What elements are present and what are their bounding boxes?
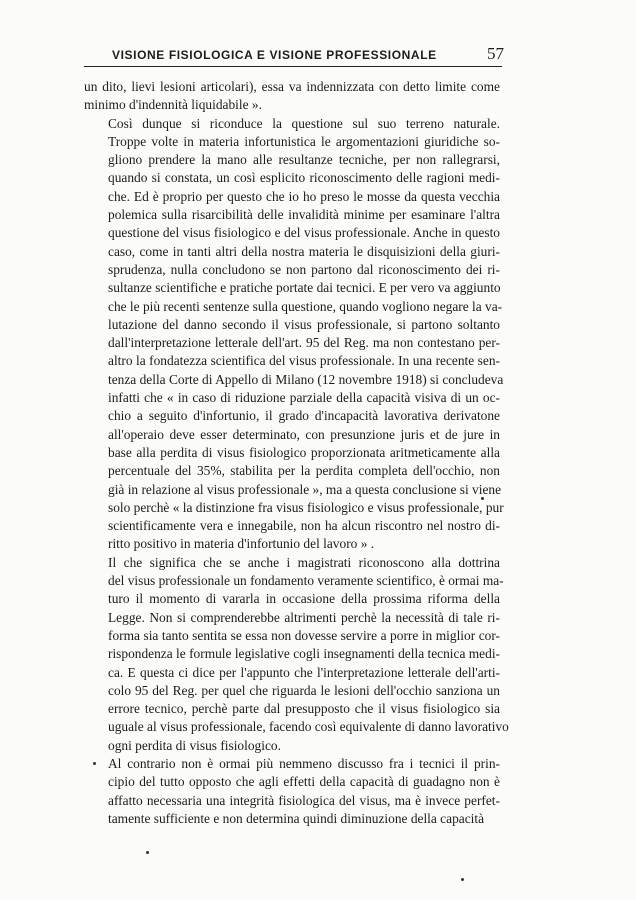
text-line: affatto necessaria una integrità fisiologica del visus, ma è invece perfet- xyxy=(108,792,500,808)
text-line: che. Ed è proprio per questo che io ho preso le mosse da questa vecchia xyxy=(108,188,500,204)
print-speck xyxy=(93,762,96,765)
text-line: già in relazione al visus professionale », ma a questa conclusione si viene xyxy=(108,481,502,497)
text-line: percentuale del 35%, stabilita per la perdita completa dell'occhio, non xyxy=(108,463,500,479)
text-line: sultanze scientifiche e pratiche portate dai tecnici. E per vero va aggiunto xyxy=(108,280,501,296)
text-line: del visus professionale un fondamento veramente scientifico, è ormai ma- xyxy=(108,573,504,589)
text-line: questione del visus fisiologico e del visus professionale. Anche in questo xyxy=(108,225,500,241)
running-title: VISIONE FISIOLOGICA E VISIONE PROFESSIONALE xyxy=(112,48,437,62)
text-line: Il che significa che se anche i magistrati riconoscono alla dottrina xyxy=(108,554,500,570)
text-line: chio a seguito d'infortunio, il grado d'incapacità lavorativa derivatone xyxy=(108,408,500,424)
text-line: turo il momento di vararla in occasione della prossima riforma della xyxy=(108,591,500,607)
page-number: 57 xyxy=(487,44,504,63)
text-line: errore tecnico, perchè parte dal presupposto che il visus fisiologico sia xyxy=(108,701,500,717)
paragraph xyxy=(84,78,500,115)
text-line: colo 95 del Reg. per quel che riguarda le lesioni dell'occhio sanziona un xyxy=(108,682,500,698)
text-line: dall'interpretazione letterale dell'art. 95 del Reg. ma non contestano per- xyxy=(108,335,500,351)
text-line: cipio del tutto opposto che agli effetti della capacità di guadagno non è xyxy=(108,774,500,790)
text-line: Troppe volte in materia infortunistica le argomentazioni giuridiche so- xyxy=(108,133,500,149)
header-rule xyxy=(84,66,502,67)
paragraph xyxy=(84,554,509,755)
text-line: Legge. Non si comprenderebbe altrimenti perchè la necessità di tale ri- xyxy=(108,609,500,625)
print-speck xyxy=(461,878,464,881)
text-line: sprudenza, nulla concludono se non partono dal riconoscimento dei ri- xyxy=(108,261,500,277)
print-speck xyxy=(146,851,149,854)
text-line: gliono prendere la mano alle resultanze tecniche, per non rallegrarsi, xyxy=(108,152,500,168)
print-speck xyxy=(481,497,484,500)
text-line: tenza della Corte di Appello di Milano (12 novembre 1918) si concludeva xyxy=(108,371,504,387)
text-line: base alla perdita di visus fisiologico proporzionata aritmeticamente alla xyxy=(108,444,500,460)
text-line: Al contrario non è ormai più nemmeno discusso fra i tecnici il prin- xyxy=(108,755,500,771)
body-text xyxy=(84,78,509,828)
text-line: ritto positivo in materia d'infortunio del lavoro » . xyxy=(108,536,375,552)
text-line: uguale al visus professionale, facendo così equivalente di danno lavorativo xyxy=(108,719,509,735)
text-line: tamente sufficiente e non determina quindi diminuzione della capacità xyxy=(108,810,485,826)
text-line: infatti che « in caso di riduzione parziale della capacità visiva di un oc- xyxy=(108,390,500,406)
page-header xyxy=(84,42,502,66)
text-line: Così dunque si riconduce la questione sul suo terreno naturale. xyxy=(108,115,500,131)
text-line: caso, come in tanti altri della nostra materia le disquisizioni della giuri- xyxy=(108,243,500,259)
text-line: che le più recenti sentenze sulla questione, quando vogliono negare la va- xyxy=(108,298,503,314)
text-line: minimo d'indennità liquidabile ». xyxy=(84,97,262,113)
paragraph xyxy=(84,755,500,828)
text-line: forma sia tanto sentita se essa non dovesse servire a porre in miglior cor- xyxy=(108,627,500,643)
text-line: lutazione del danno secondo il visus professionale, si partono soltanto xyxy=(108,316,500,332)
text-line: un dito, lievi lesioni articolari), essa va indennizzata con detto limite come xyxy=(84,79,500,94)
text-line: ogni perdita di visus fisiologico. xyxy=(108,737,281,753)
text-line: scientificamente vera e innegabile, non ha alcun riscontro nel nostro di- xyxy=(108,518,500,534)
paragraph xyxy=(84,115,504,554)
text-line: polemica sulla risarcibilità delle invalidità minime per esaminare l'altra xyxy=(108,207,500,223)
text-line: altro la fondatezza scientifica del visus professionale. In una recente sen- xyxy=(108,353,500,369)
text-line: ca. E questa ci dice per l'appunto che l'interpretazione letterale dell'arti- xyxy=(108,664,500,680)
text-line: rispondenza le formule legislative cogli insegnamenti della tecnica medi- xyxy=(108,646,500,662)
text-line: solo perchè « la distinzione fra visus fisiologico e visus professionale, pur xyxy=(108,499,504,515)
text-line: all'operaio deve esser determinato, con presunzione juris et de jure in xyxy=(108,426,500,442)
text-line: quando si constata, un così esplicito riconoscimento delle ragioni medi- xyxy=(108,170,500,186)
